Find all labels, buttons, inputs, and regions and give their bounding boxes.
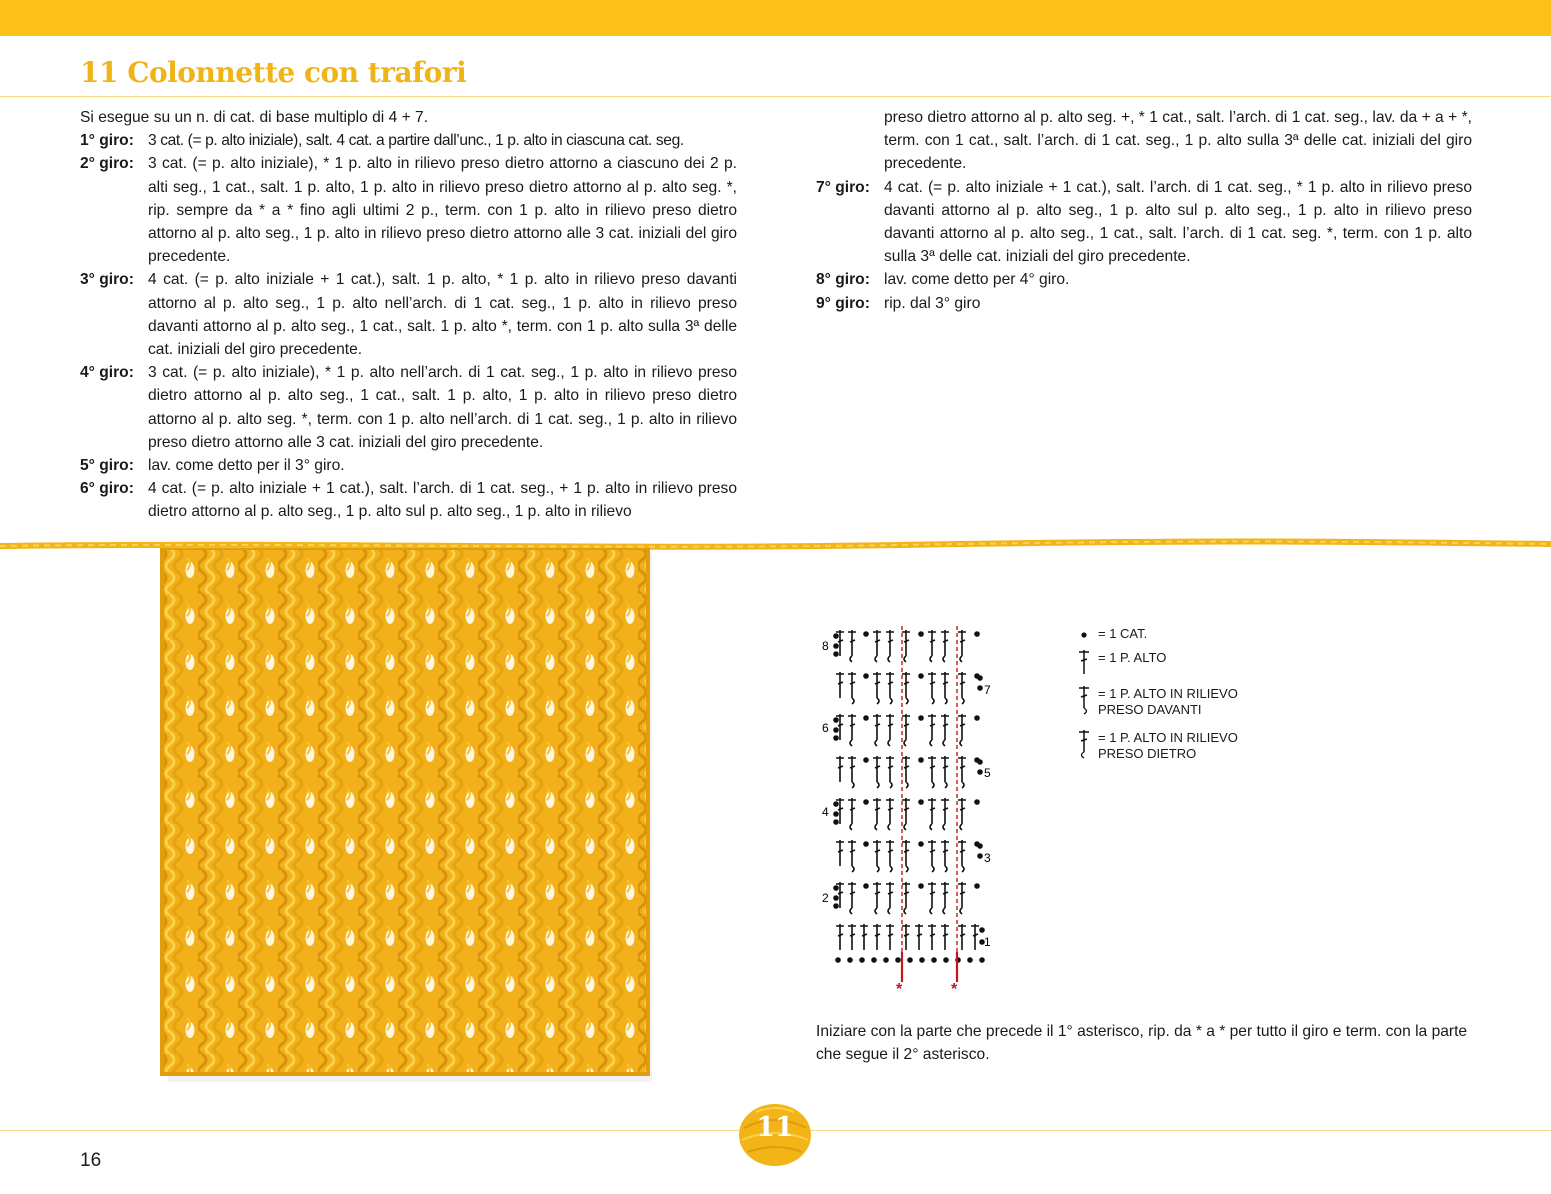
stitch-symbol [941, 672, 949, 704]
page-title: 11 Colonnette con trafori [80, 56, 467, 89]
stitch-symbol [941, 714, 949, 746]
stitch-symbol [886, 672, 894, 704]
chain-stitch [968, 958, 972, 962]
legend-item: = 1 P. ALTO IN RILIEVO PRESO DIETRO [1076, 730, 1268, 762]
chain-stitch [980, 958, 984, 962]
chain-stitch [834, 896, 838, 900]
chain-stitch [834, 886, 838, 890]
chain-stitch [864, 632, 868, 636]
stitch-symbol [958, 924, 966, 950]
stitch-symbol [971, 924, 979, 950]
round-3 [80, 268, 737, 361]
chain-stitch [834, 812, 838, 816]
stitch-symbol [902, 714, 910, 746]
chain-stitch [919, 842, 923, 846]
chart-stitches [834, 630, 984, 962]
pattern-number-badge: 11 [756, 1112, 794, 1143]
round-text: lav. come detto per il 3° giro. [148, 457, 345, 475]
double-crochet-icon [1076, 650, 1098, 680]
chart-legend [1076, 622, 1336, 782]
chain-stitch [884, 958, 888, 962]
stitch-symbol [941, 630, 949, 662]
chain-stitch [834, 644, 838, 648]
chain-stitch [932, 958, 936, 962]
round-7 [816, 176, 1472, 269]
round-text: 3 cat. (= p. alto iniziale), * 1 p. alto in rilievo preso dietro attorno a ciascuno dei 2 p. alti seg., 1 cat., salt. 1 p. alto, 1 p. alto in rilievo preso dietro attorno al p. alto seg. *, rip. sempre da * a * fino agli ultimi 2 p., term. con 1 p. alto in rilievo preso dietro attorno al p. alto seg., 1 p. alto in rilievo preso dietro attorno alle 3 cat. iniziali del giro precedente. [148, 155, 737, 266]
stitch-symbol [873, 840, 881, 872]
legend-item: = 1 P. ALTO [1076, 650, 1166, 680]
page-number: 16 [80, 1150, 102, 1171]
chain-stitch [978, 760, 982, 764]
stitch-symbol [886, 840, 894, 872]
round-2 [80, 152, 737, 268]
stitch-symbol [958, 672, 966, 704]
stitch-symbol [886, 630, 894, 662]
chain-stitch [975, 716, 979, 720]
stitch-symbol [886, 924, 894, 950]
round-6-continued: preso dietro attorno al p. alto seg. +, * 1 cat., salt. l’arch. di 1 cat. seg., lav. da + a + *, term. con 1 cat., salt. l’arch. di 1 cat. seg., 1 p. alto sulla 3ª delle cat. iniziali del giro precedente. [884, 109, 1472, 173]
chain-stitch [834, 718, 838, 722]
stitch-symbol [941, 840, 949, 872]
chain-stitch [978, 686, 982, 690]
row-number: 6 [822, 721, 829, 735]
chain-stitch [834, 904, 838, 908]
stitch-symbol [848, 630, 856, 662]
stitch-symbol [873, 714, 881, 746]
chain-stitch [944, 958, 948, 962]
repeat-asterisk: * [951, 981, 958, 997]
round-label: 4° giro: [80, 364, 134, 382]
stitch-symbol [836, 924, 844, 950]
stitch-symbol [848, 714, 856, 746]
chain-stitch [978, 844, 982, 848]
chain-stitch [864, 758, 868, 762]
chain-stitch [864, 800, 868, 804]
swatch-photo [158, 548, 658, 1088]
round-label: 2° giro: [80, 155, 134, 173]
chain-stitch [834, 820, 838, 824]
chain-stitch [919, 632, 923, 636]
row-number: 3 [984, 851, 991, 865]
chain-stitch [919, 800, 923, 804]
round-text: 4 cat. (= p. alto iniziale + 1 cat.), salt. 1 p. alto, * 1 p. alto in rilievo preso davanti attorno al p. alto seg., 1 p. alto nell’arch. di 1 cat. seg., 1 p. alto in rilievo preso davanti attorno al p. alto seg., 1 cat., salt. 1 p. alto *, term. con 1 p. alto sulla 3ª delle cat. iniziali del giro precedente. [148, 271, 737, 359]
stitch-symbol [941, 924, 949, 950]
chart-instruction-note: Iniziare con la parte che precede il 1° asterisco, rip. da * a * per tutto il giro e term. con la parte che segue il 2° asterisco. [816, 1023, 1468, 1064]
instructions-right-column [816, 106, 1472, 315]
chain-stitch [919, 758, 923, 762]
row-number: 5 [984, 766, 991, 780]
round-4 [80, 361, 737, 454]
stitch-symbol [902, 756, 910, 788]
chain-stitch [978, 676, 982, 680]
row-number: 4 [822, 805, 829, 819]
round-1 [80, 129, 737, 152]
stitch-symbol [902, 630, 910, 662]
chain-stitch [896, 958, 900, 962]
chain-stitch [834, 652, 838, 656]
chain-stitch [975, 884, 979, 888]
top-accent-bar [0, 0, 1551, 36]
chain-stitch [864, 716, 868, 720]
stitch-symbol [836, 672, 844, 698]
round-text: 3 cat. (= p. alto iniziale), salt. 4 cat. a partire dall’unc., 1 p. alto in ciascuna cat. seg. [148, 132, 684, 150]
chain-stitch [975, 800, 979, 804]
stitch-symbol [958, 756, 966, 788]
crochet-chart [812, 612, 1012, 997]
stitch-symbol [941, 882, 949, 914]
stitch-symbol [873, 882, 881, 914]
stitch-symbol [848, 672, 856, 704]
stitch-symbol [836, 756, 844, 782]
legend-item: = 1 P. ALTO IN RILIEVO PRESO DAVANTI [1076, 686, 1268, 718]
legend-item: = 1 CAT. [1076, 626, 1147, 656]
chain-stitch [834, 736, 838, 740]
stitch-symbol [902, 672, 910, 704]
stitch-symbol [958, 882, 966, 914]
stitch-symbol [928, 630, 936, 662]
stitch-symbol [958, 840, 966, 872]
stitch-symbol [873, 924, 881, 950]
round-5 [80, 454, 737, 477]
chain-stitch [919, 716, 923, 720]
front-post-dc-icon [1076, 686, 1098, 716]
chain-stitch [848, 958, 852, 962]
chain-stitch [978, 770, 982, 774]
chain-stitch [836, 958, 840, 962]
round-label: 5° giro: [80, 457, 134, 475]
chain-stitch [860, 958, 864, 962]
stitch-symbol [902, 882, 910, 914]
round-label: 3° giro: [80, 271, 134, 289]
stitch-symbol [848, 798, 856, 830]
chain-stitch [920, 958, 924, 962]
stitch-symbol [873, 672, 881, 704]
chain-stitch [834, 728, 838, 732]
stitch-symbol [836, 840, 844, 866]
stitch-symbol [873, 630, 881, 662]
stitch-symbol [848, 840, 856, 872]
stitch-symbol [928, 840, 936, 872]
intro-text: Si esegue su un n. di cat. di base multiplo di 4 + 7. [80, 109, 429, 126]
round-text: 3 cat. (= p. alto iniziale), * 1 p. alto nell’arch. di 1 cat. seg., 1 p. alto in rilievo preso dietro attorno al p. alto seg., 1 cat., salt. 1 p. alto, 1 p. alto in rilievo preso dietro attorno al p. alto seg. *, term. con 1 p. alto nell’arch. di 1 cat. seg., 1 p. alto in rilievo preso dietro attorno alle 3 cat. iniziali del giro precedente. [148, 364, 737, 451]
round-text: lav. come detto per 4° giro. [884, 271, 1070, 289]
stitch-symbol [928, 714, 936, 746]
stitch-symbol [958, 798, 966, 830]
round-label: 9° giro: [816, 294, 870, 312]
stitch-symbol [886, 756, 894, 788]
chain-stitch [908, 958, 912, 962]
stitch-symbol [928, 756, 936, 788]
round-label: 6° giro: [80, 480, 134, 498]
stitch-symbol [886, 882, 894, 914]
chain-stitch [872, 958, 876, 962]
title-divider [0, 96, 1551, 97]
row-number: 8 [822, 639, 829, 653]
chain-stitch [864, 674, 868, 678]
chain-stitch [834, 802, 838, 806]
chain-stitch [864, 842, 868, 846]
back-post-dc-icon [1076, 730, 1098, 760]
row-number: 2 [822, 891, 829, 905]
chain-stitch [975, 632, 979, 636]
stitch-symbol [902, 840, 910, 872]
stitch-symbol [928, 798, 936, 830]
chain-stitch [919, 674, 923, 678]
round-label: 7° giro: [816, 178, 870, 196]
stitch-symbol [902, 924, 910, 950]
round-8 [816, 268, 1472, 291]
stitch-symbol [886, 798, 894, 830]
stitch-symbol [915, 924, 923, 950]
row-number: 1 [984, 935, 991, 949]
round-text: 4 cat. (= p. alto iniziale + 1 cat.), salt. l’arch. di 1 cat. seg., + 1 p. alto in rilievo preso dietro attorno al p. alto seg., 1 p. alto sul p. alto seg., 1 p. alto in rilievo [148, 480, 737, 521]
stitch-symbol [941, 756, 949, 788]
round-label: 1° giro: [80, 132, 134, 150]
stitch-symbol [860, 924, 868, 950]
chain-stitch [919, 884, 923, 888]
round-9 [816, 292, 1472, 315]
instructions-left-column [80, 106, 737, 524]
repeat-asterisk: * [896, 981, 903, 997]
chain-stitch [980, 928, 984, 932]
stitch-symbol [886, 714, 894, 746]
round-6 [80, 477, 737, 523]
chain-stitch [978, 854, 982, 858]
row-number: 7 [984, 683, 991, 697]
stitch-symbol [873, 798, 881, 830]
stitch-symbol [928, 924, 936, 950]
round-label: 8° giro: [816, 271, 870, 289]
round-text: rip. dal 3° giro [884, 294, 981, 312]
stitch-symbol [848, 924, 856, 950]
stitch-symbol [902, 798, 910, 830]
chain-stitch [834, 634, 838, 638]
stitch-symbol [958, 630, 966, 662]
stitch-symbol [873, 756, 881, 788]
stitch-symbol [928, 882, 936, 914]
chain-stitch [980, 940, 984, 944]
stitch-symbol [848, 756, 856, 788]
stitch-symbol [928, 672, 936, 704]
stitch-symbol [958, 714, 966, 746]
chain-stitch [864, 884, 868, 888]
stitch-symbol [941, 798, 949, 830]
stitch-symbol [848, 882, 856, 914]
round-text: 4 cat. (= p. alto iniziale + 1 cat.), salt. l’arch. di 1 cat. seg., * 1 p. alto in rilievo preso davanti attorno al p. alto seg., 1 p. alto sul p. alto seg., 1 p. alto in rilievo preso davanti attorno al p. alto seg., 1 cat., salt. l’arch. di 1 cat. seg. *, term. con 1 p. alto sulla 3ª delle cat. iniziali del giro precedente. [884, 178, 1472, 266]
